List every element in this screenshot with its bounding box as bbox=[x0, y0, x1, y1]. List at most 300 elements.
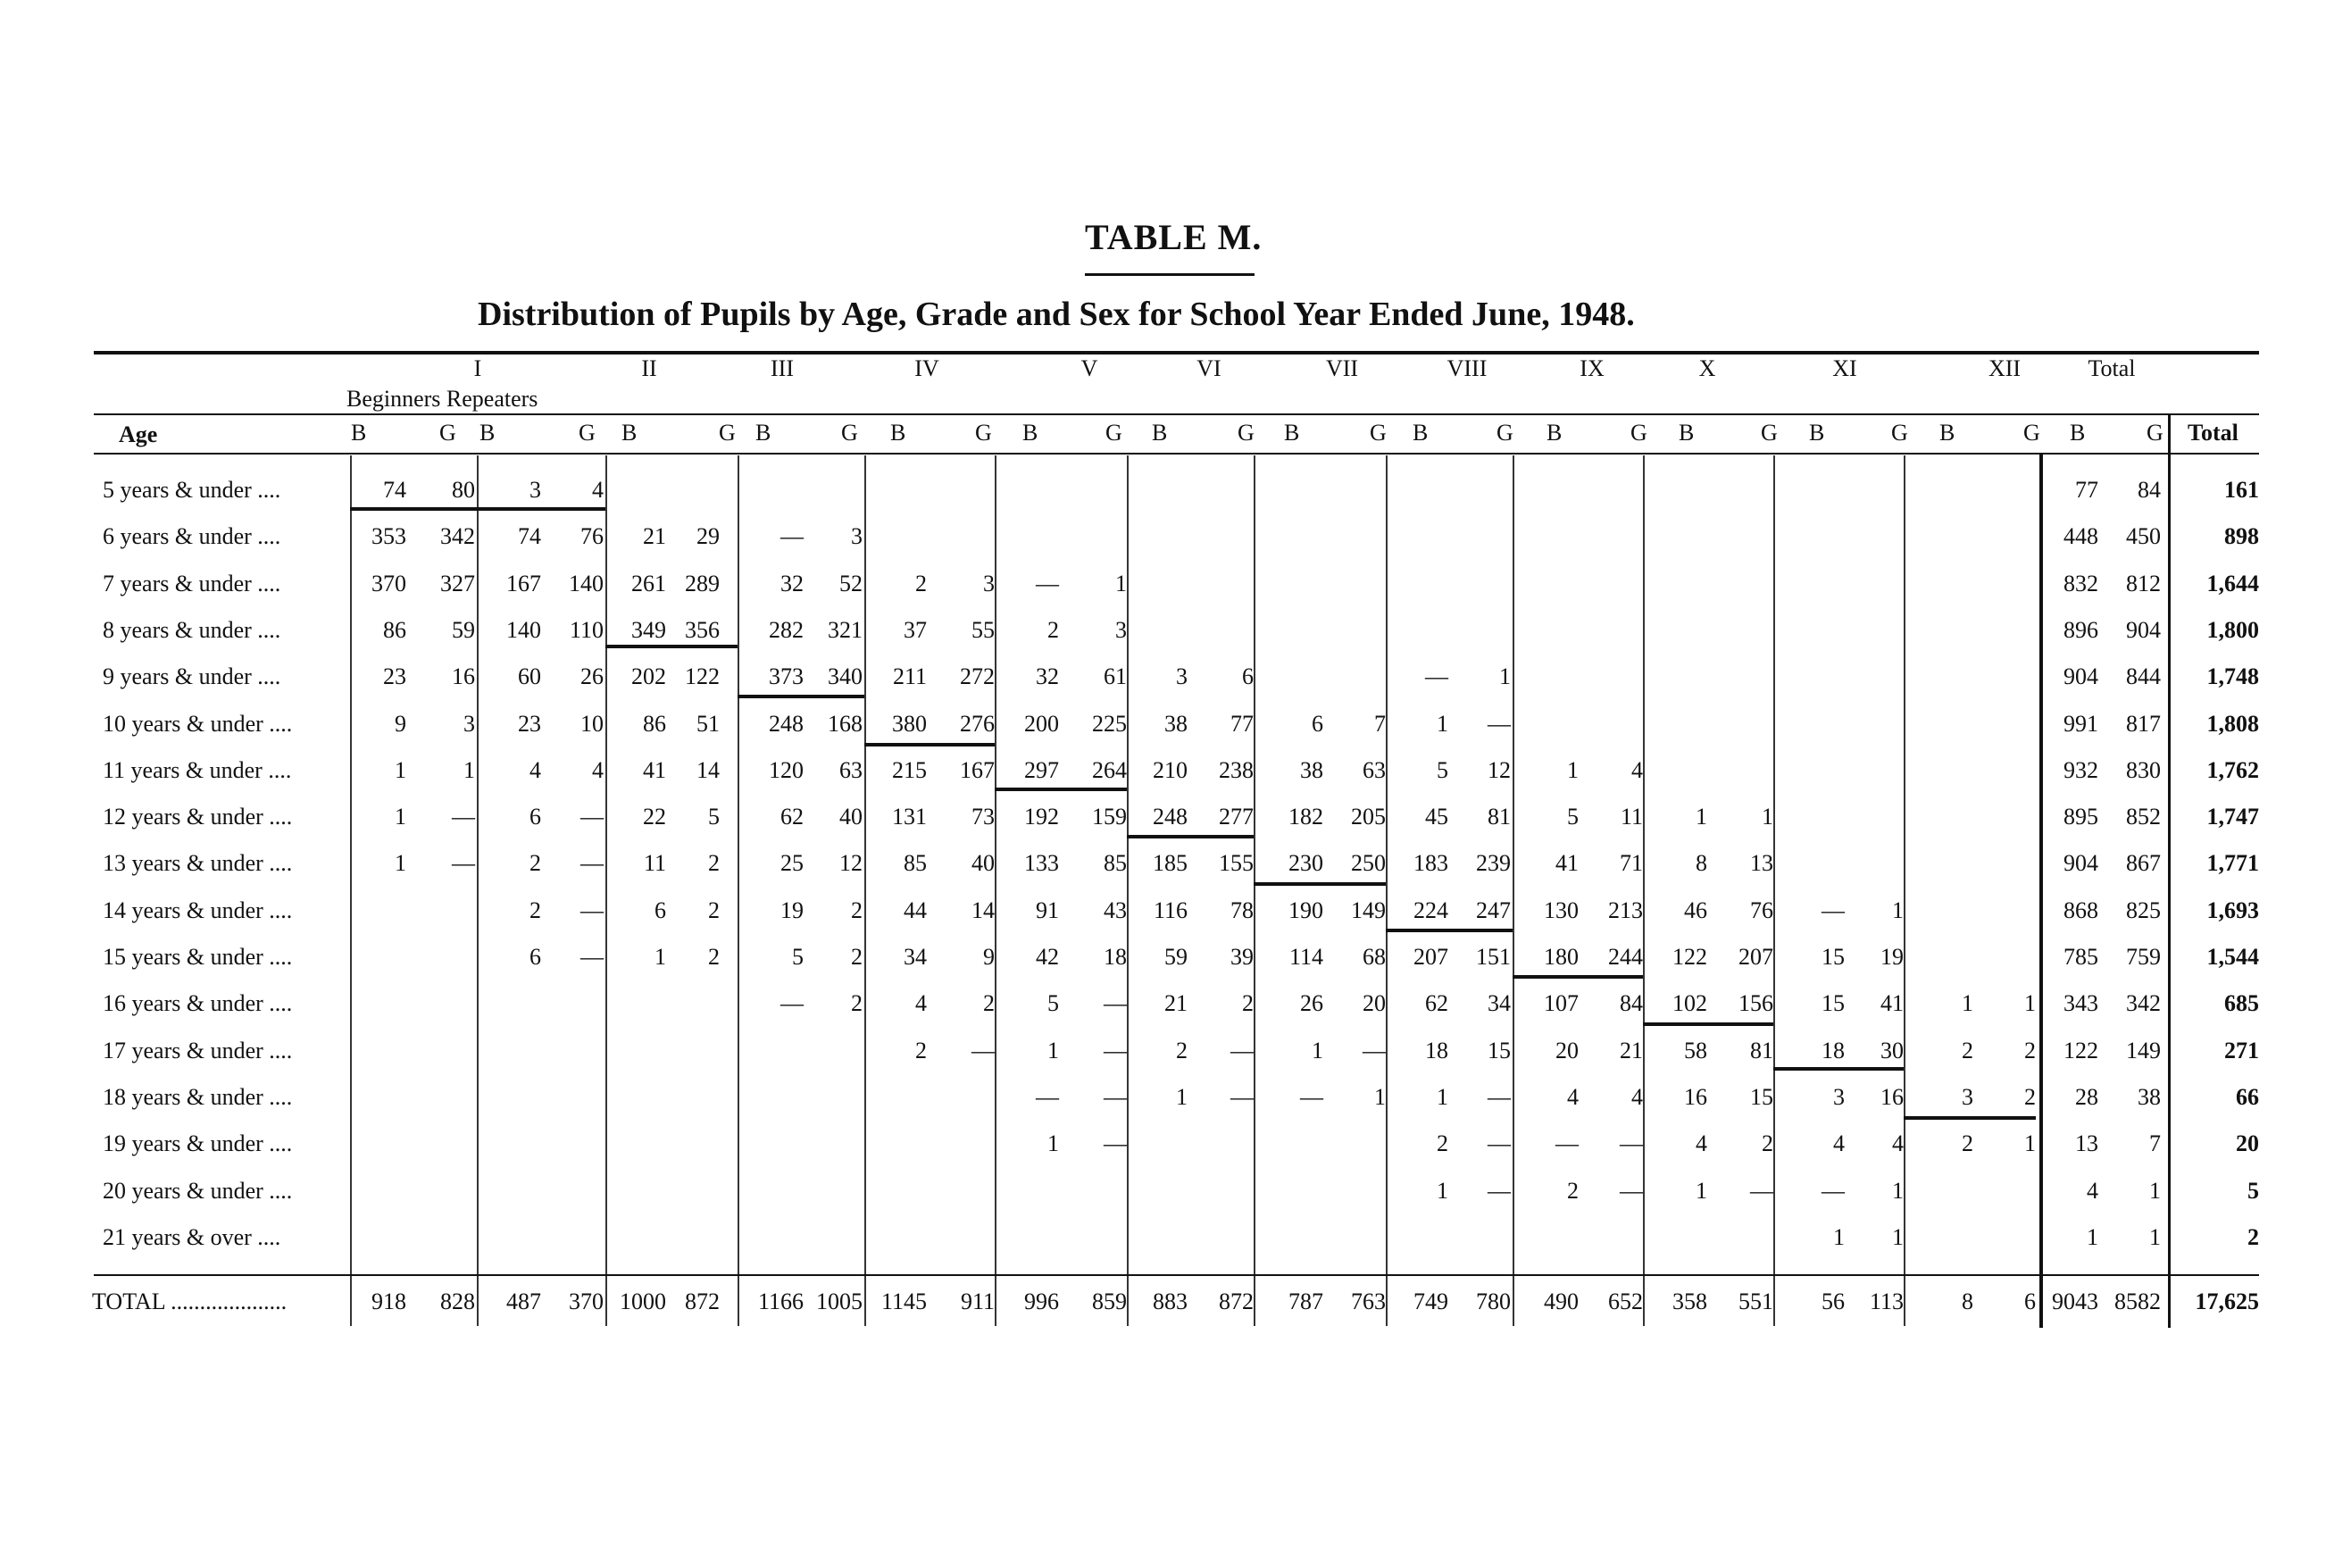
total-row-cell: 56 bbox=[1822, 1289, 1845, 1314]
table-row-cell: 85 bbox=[904, 850, 927, 877]
table-row-cell: 11 bbox=[643, 850, 666, 877]
sex-header-b: B bbox=[1809, 420, 1825, 446]
table-row-cell: 785 bbox=[2063, 944, 2098, 970]
grade-header-iv: IV bbox=[914, 355, 939, 381]
table-row-cell: 2 bbox=[851, 990, 863, 1017]
table-row-cell: 133 bbox=[1024, 850, 1059, 877]
table-row-cell: 238 bbox=[1219, 756, 1254, 783]
table-row-cell: — bbox=[1036, 1083, 1059, 1110]
table-row-cell: 1,644 bbox=[2206, 570, 2259, 596]
table-row-cell: 1,808 bbox=[2206, 710, 2259, 737]
table-row-cell: 62 bbox=[780, 804, 804, 830]
table-row-cell: — bbox=[971, 1037, 995, 1063]
table-row-cell: 200 bbox=[1024, 710, 1059, 737]
table-row-cell: 10 bbox=[580, 710, 604, 737]
table-row-cell: 151 bbox=[1476, 944, 1511, 970]
grade-norm-step bbox=[1127, 835, 1254, 838]
table-row-cell: 202 bbox=[631, 663, 666, 690]
table-row-cell: 248 bbox=[769, 710, 804, 737]
table-row-cell: 91 bbox=[1036, 897, 1059, 923]
table-row-cell: 297 bbox=[1024, 756, 1059, 783]
table-row-cell: 61 bbox=[1104, 663, 1127, 690]
table-row-cell: 1 bbox=[1047, 1130, 1059, 1157]
age-label: 17 years & under .... bbox=[103, 1037, 293, 1063]
total-row-cell: 487 bbox=[506, 1289, 541, 1314]
table-row-cell: 63 bbox=[839, 756, 863, 783]
table-row-cell: 5 bbox=[1567, 804, 1579, 830]
sex-header-g: G bbox=[439, 420, 456, 446]
grade-norm-step bbox=[738, 695, 864, 698]
table-row-cell: 1 bbox=[1892, 1223, 1904, 1250]
top-rule-thick bbox=[94, 351, 2259, 354]
sex-header-g: G bbox=[1630, 420, 1647, 446]
table-row-cell: 20 bbox=[1555, 1037, 1579, 1063]
column-divider bbox=[1773, 455, 1775, 1326]
total-row-cell: 358 bbox=[1672, 1289, 1707, 1314]
table-row-cell: 192 bbox=[1024, 804, 1059, 830]
total-row-label: TOTAL .................... bbox=[92, 1289, 288, 1314]
table-row-cell: 2 bbox=[1762, 1130, 1773, 1157]
table-row-cell: 19 bbox=[1880, 944, 1904, 970]
table-row-cell: 7 bbox=[2149, 1130, 2161, 1157]
total-row-cell: 872 bbox=[685, 1289, 720, 1314]
table-row-cell: 58 bbox=[1684, 1037, 1707, 1063]
table-row-cell: — bbox=[1750, 1177, 1773, 1204]
table-row-cell: 759 bbox=[2126, 944, 2161, 970]
table-row-cell: 1 bbox=[1892, 897, 1904, 923]
table-row-cell: 55 bbox=[971, 616, 995, 643]
table-row-cell: 1 bbox=[1374, 1083, 1386, 1110]
table-row-cell: 1 bbox=[2024, 1130, 2036, 1157]
table-row-cell: 20 bbox=[1363, 990, 1386, 1017]
table-row-cell: 52 bbox=[839, 570, 863, 596]
table-row-cell: — bbox=[452, 804, 475, 830]
table-row-cell: 182 bbox=[1288, 804, 1323, 830]
table-row-cell: 9 bbox=[983, 944, 995, 970]
table-row-cell: — bbox=[580, 804, 604, 830]
table-row-cell: 2 bbox=[2247, 1223, 2259, 1250]
table-row-cell: 77 bbox=[1230, 710, 1254, 737]
total-row-cell: 996 bbox=[1024, 1289, 1059, 1314]
table-row-cell: 210 bbox=[1153, 756, 1188, 783]
table-row-cell: — bbox=[1104, 1130, 1127, 1157]
grade-norm-step bbox=[1773, 1067, 1904, 1071]
age-label: 8 years & under .... bbox=[103, 616, 281, 643]
table-row-cell: 2 bbox=[915, 570, 927, 596]
grade-norm-step bbox=[1643, 1022, 1773, 1026]
table-row-cell: 7 bbox=[1374, 710, 1386, 737]
table-row-cell: 167 bbox=[960, 756, 995, 783]
table-row-cell: 867 bbox=[2126, 850, 2161, 877]
table-row-cell: 23 bbox=[383, 663, 406, 690]
table-row-cell: 342 bbox=[440, 523, 475, 550]
table-row-cell: 122 bbox=[685, 663, 720, 690]
table-row-cell: 852 bbox=[2126, 804, 2161, 830]
table-row-cell: 5 bbox=[792, 944, 804, 970]
table-row-cell: 2 bbox=[708, 850, 720, 877]
table-row-cell: 13 bbox=[1750, 850, 1773, 877]
grade-header-ix: IX bbox=[1580, 355, 1605, 381]
table-row-cell: 34 bbox=[1488, 990, 1511, 1017]
column-divider bbox=[1254, 455, 1255, 1326]
table-row-cell: 4 bbox=[529, 756, 541, 783]
sex-header-g: G bbox=[1105, 420, 1122, 446]
table-row-cell: 5 bbox=[1437, 756, 1448, 783]
table-row-cell: 28 bbox=[2075, 1083, 2098, 1110]
table-row-cell: 19 bbox=[780, 897, 804, 923]
table-row-cell: 1 bbox=[654, 944, 666, 970]
table-row-cell: 21 bbox=[643, 523, 666, 550]
table-row-cell: 1,544 bbox=[2206, 944, 2259, 970]
table-row-cell: 896 bbox=[2063, 616, 2098, 643]
age-label: 13 years & under .... bbox=[103, 850, 293, 877]
sex-header-b: B bbox=[621, 420, 638, 446]
sex-header-b: B bbox=[1284, 420, 1300, 446]
table-row-cell: 14 bbox=[971, 897, 995, 923]
table-row-cell: 63 bbox=[1363, 756, 1386, 783]
grade-header-ii: II bbox=[641, 355, 657, 381]
table-row-cell: 114 bbox=[1288, 944, 1323, 970]
table-row-cell: 932 bbox=[2063, 756, 2098, 783]
sex-header-b: B bbox=[1546, 420, 1563, 446]
table-row-cell: 1 bbox=[1962, 990, 1973, 1017]
table-row-cell: 370 bbox=[371, 570, 406, 596]
table-subtitle: Distribution of Pupils by Age, Grade and Sex for School Year Ended June, 1948. bbox=[478, 296, 1635, 333]
sex-header-b: B bbox=[890, 420, 906, 446]
table-row-cell: 6 bbox=[529, 804, 541, 830]
total-row-cell: 8582 bbox=[2114, 1289, 2161, 1314]
table-row-cell: 9 bbox=[395, 710, 406, 737]
table-row-cell: 2 bbox=[915, 1037, 927, 1063]
table-row-cell: 2 bbox=[1962, 1037, 1973, 1063]
sex-header-g: G bbox=[2147, 420, 2163, 446]
table-row-cell: 4 bbox=[1631, 756, 1643, 783]
table-row-cell: 4 bbox=[592, 477, 604, 503]
table-row-cell: 4 bbox=[2087, 1177, 2098, 1204]
table-row-cell: 190 bbox=[1288, 897, 1323, 923]
sex-header-b: B bbox=[1413, 420, 1429, 446]
age-label: 6 years & under .... bbox=[103, 523, 281, 550]
table-row-cell: 41 bbox=[643, 756, 666, 783]
table-row-cell: 868 bbox=[2063, 897, 2098, 923]
total-row-cell: 17,625 bbox=[2195, 1289, 2259, 1314]
sex-header-g: G bbox=[2023, 420, 2040, 446]
table-row-cell: 250 bbox=[1351, 850, 1386, 877]
table-row-cell: 73 bbox=[971, 804, 995, 830]
table-row-cell: 74 bbox=[518, 523, 541, 550]
table-row-cell: 1,800 bbox=[2206, 616, 2259, 643]
table-row-cell: 86 bbox=[643, 710, 666, 737]
table-row-cell: 349 bbox=[631, 616, 666, 643]
table-row-cell: 149 bbox=[1351, 897, 1386, 923]
table-row-cell: 32 bbox=[780, 570, 804, 596]
table-row-cell: — bbox=[1230, 1037, 1254, 1063]
table-row-cell: 224 bbox=[1413, 897, 1448, 923]
table-row-cell: 1 bbox=[2149, 1177, 2161, 1204]
table-row-cell: 1,771 bbox=[2206, 850, 2259, 877]
table-row-cell: 215 bbox=[892, 756, 927, 783]
sex-header-g: G bbox=[1761, 420, 1778, 446]
table-row-cell: 29 bbox=[696, 523, 720, 550]
table-row-cell: 13 bbox=[2075, 1130, 2098, 1157]
column-divider bbox=[1513, 455, 1514, 1326]
sex-header-b: B bbox=[1022, 420, 1038, 446]
table-row-cell: — bbox=[780, 990, 804, 1017]
table-row-cell: 84 bbox=[1620, 990, 1643, 1017]
column-divider bbox=[1386, 455, 1388, 1326]
table-row-cell: 40 bbox=[971, 850, 995, 877]
table-row-cell: 26 bbox=[580, 663, 604, 690]
table-row-cell: 4 bbox=[592, 756, 604, 783]
table-row-cell: 130 bbox=[1544, 897, 1579, 923]
table-row-cell: 904 bbox=[2063, 850, 2098, 877]
table-row-cell: 18 bbox=[1425, 1037, 1448, 1063]
total-row-cell: 872 bbox=[1219, 1289, 1254, 1314]
table-row-cell: 4 bbox=[1892, 1130, 1904, 1157]
table-row-cell: 2 bbox=[2024, 1037, 2036, 1063]
table-row-cell: 23 bbox=[518, 710, 541, 737]
table-row-cell: 353 bbox=[371, 523, 406, 550]
table-row-cell: — bbox=[1555, 1130, 1579, 1157]
grade-norm-step bbox=[605, 645, 738, 648]
table-row-cell: — bbox=[1363, 1037, 1386, 1063]
table-row-cell: 2 bbox=[983, 990, 995, 1017]
table-row-cell: 1 bbox=[395, 850, 406, 877]
table-row-cell: 1 bbox=[1696, 1177, 1707, 1204]
table-row-cell: 904 bbox=[2063, 663, 2098, 690]
table-row-cell: 6 bbox=[1312, 710, 1323, 737]
table-row-cell: 84 bbox=[2138, 477, 2161, 503]
grade-header-iii: III bbox=[771, 355, 794, 381]
table-row-cell: 1,762 bbox=[2206, 756, 2259, 783]
table-row-cell: 3 bbox=[529, 477, 541, 503]
table-row-cell: 321 bbox=[828, 616, 863, 643]
grade-header-xii: XII bbox=[1988, 355, 2022, 381]
table-row-cell: 2 bbox=[529, 897, 541, 923]
table-row-cell: 1 bbox=[1115, 570, 1127, 596]
table-row-cell: 4 bbox=[1631, 1083, 1643, 1110]
table-row-cell: 844 bbox=[2126, 663, 2161, 690]
sex-header-g: G bbox=[1891, 420, 1908, 446]
table-row-cell: 159 bbox=[1092, 804, 1127, 830]
age-label: 10 years & under .... bbox=[103, 710, 293, 737]
table-row-cell: — bbox=[1488, 1083, 1511, 1110]
table-row-cell: 122 bbox=[2063, 1037, 2098, 1063]
table-row-cell: 1 bbox=[1892, 1177, 1904, 1204]
grade-header-viii: VIII bbox=[1446, 355, 1488, 381]
age-label: 21 years & over .... bbox=[103, 1223, 281, 1250]
table-row-cell: 15 bbox=[1822, 944, 1845, 970]
total-row-cell: 8 bbox=[1962, 1289, 1973, 1314]
table-row-cell: 51 bbox=[696, 710, 720, 737]
table-row-cell: 2 bbox=[1242, 990, 1254, 1017]
table-row-cell: 898 bbox=[2224, 523, 2259, 550]
total-rule bbox=[94, 1274, 2259, 1276]
table-row-cell: 356 bbox=[685, 616, 720, 643]
grade-norm-step bbox=[1904, 1116, 2036, 1120]
grade-header-vi: VI bbox=[1196, 355, 1221, 381]
sex-header-b: B bbox=[2070, 420, 2086, 446]
grade-norm-step bbox=[1254, 882, 1386, 886]
table-row-cell: — bbox=[1425, 663, 1448, 690]
age-column-header: Age bbox=[119, 421, 158, 447]
table-row-cell: 230 bbox=[1288, 850, 1323, 877]
table-row-cell: 2 bbox=[1962, 1130, 1973, 1157]
grade-norm-step bbox=[864, 743, 995, 746]
table-row-cell: — bbox=[1488, 1130, 1511, 1157]
table-row-cell: 37 bbox=[904, 616, 927, 643]
table-row-cell: 207 bbox=[1738, 944, 1773, 970]
total-row-cell: 1005 bbox=[816, 1289, 863, 1314]
table-row-cell: 38 bbox=[1164, 710, 1188, 737]
table-row-cell: 904 bbox=[2126, 616, 2161, 643]
table-row-cell: 12 bbox=[839, 850, 863, 877]
table-row-cell: 66 bbox=[2236, 1083, 2259, 1110]
table-row-cell: 3 bbox=[463, 710, 475, 737]
table-row-cell: 110 bbox=[569, 616, 604, 643]
table-row-cell: 830 bbox=[2126, 756, 2161, 783]
table-row-cell: 21 bbox=[1164, 990, 1188, 1017]
table-row-cell: 140 bbox=[569, 570, 604, 596]
table-row-cell: 62 bbox=[1425, 990, 1448, 1017]
table-row-cell: 1 bbox=[395, 756, 406, 783]
grade-header-total: Total bbox=[2088, 355, 2136, 381]
age-label: 11 years & under .... bbox=[103, 756, 292, 783]
table-row-cell: 205 bbox=[1351, 804, 1386, 830]
table-row-cell: 271 bbox=[2224, 1037, 2259, 1063]
table-row-cell: 8 bbox=[1696, 850, 1707, 877]
table-row-cell: 59 bbox=[452, 616, 475, 643]
grade-norm-step bbox=[1386, 929, 1513, 932]
total-row-cell: 787 bbox=[1288, 1289, 1323, 1314]
table-row-cell: 2 bbox=[708, 897, 720, 923]
sex-header-g: G bbox=[975, 420, 992, 446]
table-title: TABLE M. bbox=[1085, 217, 1263, 257]
table-row-cell: 116 bbox=[1153, 897, 1188, 923]
table-row-cell: 1 bbox=[1567, 756, 1579, 783]
table-row-cell: 59 bbox=[1164, 944, 1188, 970]
table-row-cell: 43 bbox=[1104, 897, 1127, 923]
table-row-cell: 168 bbox=[828, 710, 863, 737]
table-row-cell: 2 bbox=[1567, 1177, 1579, 1204]
table-row-cell: 342 bbox=[2126, 990, 2161, 1017]
table-row-cell: 1 bbox=[2149, 1223, 2161, 1250]
column-divider bbox=[1643, 455, 1645, 1326]
table-row-cell: 80 bbox=[452, 477, 475, 503]
table-row-cell: 5 bbox=[1047, 990, 1059, 1017]
table-row-cell: 41 bbox=[1880, 990, 1904, 1017]
table-row-cell: 380 bbox=[892, 710, 927, 737]
sex-header-b: B bbox=[479, 420, 496, 446]
column-divider bbox=[864, 455, 866, 1326]
column-divider bbox=[1904, 455, 1905, 1326]
table-row-cell: 16 bbox=[452, 663, 475, 690]
sex-header-b: B bbox=[1939, 420, 1955, 446]
table-row-cell: 25 bbox=[780, 850, 804, 877]
table-row-cell: 167 bbox=[506, 570, 541, 596]
table-row-cell: — bbox=[1036, 570, 1059, 596]
table-row-cell: 34 bbox=[904, 944, 927, 970]
table-row-cell: 85 bbox=[1104, 850, 1127, 877]
table-row-cell: 264 bbox=[1092, 756, 1127, 783]
table-row-cell: 282 bbox=[769, 616, 804, 643]
sex-header-g: G bbox=[1238, 420, 1255, 446]
table-row-cell: 155 bbox=[1219, 850, 1254, 877]
table-row-cell: 1 bbox=[2024, 990, 2036, 1017]
table-row-cell: 2 bbox=[851, 897, 863, 923]
total-row-cell: 652 bbox=[1608, 1289, 1643, 1314]
table-row-cell: 6 bbox=[529, 944, 541, 970]
column-divider bbox=[350, 455, 352, 1326]
table-row-cell: 16 bbox=[1684, 1083, 1707, 1110]
total-row-cell: 883 bbox=[1153, 1289, 1188, 1314]
table-row-cell: 3 bbox=[1115, 616, 1127, 643]
table-row-cell: 42 bbox=[1036, 944, 1059, 970]
table-row-cell: 185 bbox=[1153, 850, 1188, 877]
table-row-cell: 1 bbox=[2087, 1223, 2098, 1250]
table-row-cell: — bbox=[1822, 897, 1845, 923]
table-row-cell: 20 bbox=[2236, 1130, 2259, 1157]
table-row-cell: 149 bbox=[2126, 1037, 2161, 1063]
table-row-cell: 74 bbox=[383, 477, 406, 503]
total-row-cell: 1145 bbox=[880, 1289, 927, 1314]
table-row-cell: — bbox=[780, 523, 804, 550]
total-row-cell: 828 bbox=[440, 1289, 475, 1314]
table-row-cell: 2 bbox=[708, 944, 720, 970]
header-rule bbox=[94, 413, 2259, 415]
total-row-cell: 749 bbox=[1413, 1289, 1448, 1314]
table-row-cell: 825 bbox=[2126, 897, 2161, 923]
column-divider bbox=[995, 455, 996, 1326]
table-row-cell: 12 bbox=[1488, 756, 1511, 783]
table-row-cell: — bbox=[1822, 1177, 1845, 1204]
table-row-cell: 77 bbox=[2075, 477, 2098, 503]
age-label: 12 years & under .... bbox=[103, 804, 293, 830]
age-label: 20 years & under .... bbox=[103, 1177, 293, 1204]
table-row-cell: 1,747 bbox=[2206, 804, 2259, 830]
total-row-cell: 859 bbox=[1092, 1289, 1127, 1314]
table-row-cell: 261 bbox=[631, 570, 666, 596]
table-row-cell: — bbox=[1620, 1177, 1643, 1204]
table-row-cell: 248 bbox=[1153, 804, 1188, 830]
age-label: 18 years & under .... bbox=[103, 1083, 293, 1110]
sex-header-b: B bbox=[755, 420, 771, 446]
table-row-cell: 1 bbox=[1499, 663, 1511, 690]
column-divider bbox=[738, 455, 739, 1326]
table-row-cell: 14 bbox=[696, 756, 720, 783]
table-row-cell: 39 bbox=[1230, 944, 1254, 970]
table-row-cell: 38 bbox=[2138, 1083, 2161, 1110]
age-label: 19 years & under .... bbox=[103, 1130, 293, 1157]
sex-header-g: G bbox=[841, 420, 858, 446]
table-row-cell: 15 bbox=[1488, 1037, 1511, 1063]
table-row-cell: 68 bbox=[1363, 944, 1386, 970]
table-row-cell: — bbox=[1104, 990, 1127, 1017]
sex-header-g: G bbox=[1370, 420, 1387, 446]
age-label: 5 years & under .... bbox=[103, 477, 281, 503]
table-row-cell: 140 bbox=[506, 616, 541, 643]
sex-header-g: G bbox=[719, 420, 736, 446]
table-row-cell: 86 bbox=[383, 616, 406, 643]
table-row-cell: 327 bbox=[440, 570, 475, 596]
age-label: 9 years & under .... bbox=[103, 663, 281, 690]
table-row-cell: 373 bbox=[769, 663, 804, 690]
table-row-cell: — bbox=[1300, 1083, 1323, 1110]
total-row-cell: 370 bbox=[569, 1289, 604, 1314]
table-row-cell: 4 bbox=[1833, 1130, 1845, 1157]
table-row-cell: 225 bbox=[1092, 710, 1127, 737]
sex-header-g: G bbox=[579, 420, 596, 446]
